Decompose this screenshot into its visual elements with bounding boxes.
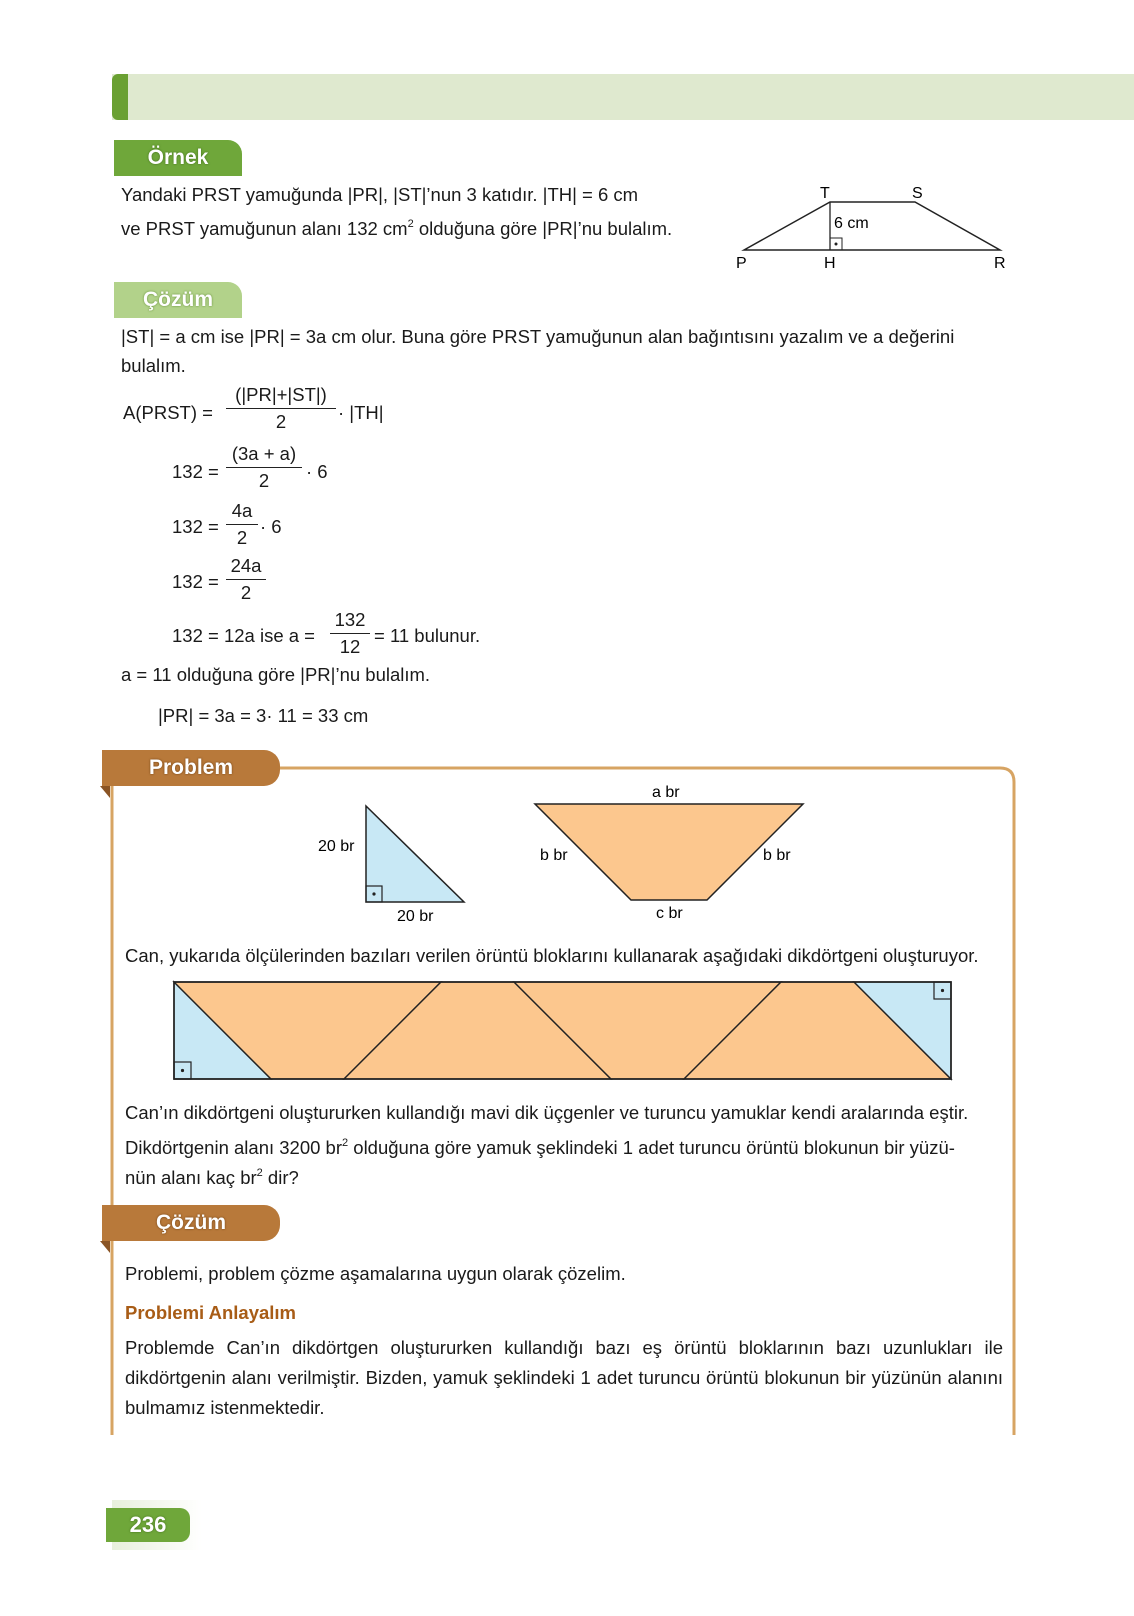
example-tag: Örnek [114, 140, 242, 176]
eq4-fraction: $\frac{24a}{2}$ [226, 555, 266, 604]
eq4-lhs: 132 = [172, 571, 219, 592]
problem-blocks-figure [300, 778, 840, 928]
page-number: 236 [106, 1508, 190, 1542]
label-s: S [912, 185, 923, 202]
example-text-line1: Yandaki PRST yamuğunda |PR|, |ST|’nun 3 katıdır. |TH| = 6 cm [121, 184, 639, 205]
eq5-lhs: 132 = 12a ise a = [172, 625, 315, 646]
eq1-rhs: · |TH| [338, 402, 384, 423]
trap-left-label: b br [540, 847, 568, 864]
eq5-fraction: $\frac{132}{12}$ [330, 609, 370, 658]
eq1-fraction: $\frac{(|PR|+|ST|)}{2}$ [226, 384, 336, 433]
trap-top-label: a br [652, 784, 680, 801]
problem-intro: Can, yukarıda ölçülerinden bazıları verilen örüntü bloklarını kullanarak aşağıdaki dikdörtgeni oluşturuyor. [125, 945, 979, 966]
solution1-line-a: a = 11 olduğuna göre |PR|’nu bulalım. [121, 664, 431, 685]
solution1-line1: |ST| = a cm ise |PR| = 3a cm olur. Buna göre PRST yamuğunun alan bağıntısını yazalım ve a değerini [121, 326, 955, 347]
solution1-tag: Çözüm [114, 282, 242, 318]
eq3-rhs: · 6 [260, 516, 282, 537]
label-h: H [824, 255, 836, 272]
trapezoid-prst [744, 202, 1000, 250]
problem-tag: Problem [102, 750, 280, 786]
composed-rectangle-figure [170, 978, 960, 1084]
solution2-tag-fold [100, 1241, 110, 1253]
solution1-line2: bulalım. [121, 355, 186, 376]
solution1-result: |PR| = 3a = 3· 11 = 33 cm [158, 705, 369, 726]
example-trapezoid-figure [730, 180, 1030, 275]
eq3-fraction: $\frac{4a}{2}$ [226, 500, 258, 549]
header-accent [112, 74, 128, 120]
eq2-lhs: 132 = [172, 461, 219, 482]
eq1-lhs: A(PRST) = [123, 402, 213, 423]
eq2-fraction: $\frac{(3a + a)}{2}$ [226, 443, 302, 492]
problem-question-line3: nün alanı kaç $br^2$ dir? [125, 1167, 299, 1188]
eq3-lhs: 132 = [172, 516, 219, 537]
trap-bottom-label: c br [656, 905, 683, 922]
solution2-line1: Problemi, problem çözme aşamalarına uygun olarak çözelim. [125, 1263, 626, 1284]
solution2-tag: Çözüm [102, 1205, 280, 1241]
trap-right-label: b br [763, 847, 791, 864]
blue-triangle-block [366, 806, 464, 902]
eq2-rhs: · 6 [306, 461, 328, 482]
label-p: P [736, 255, 747, 272]
label-height: 6 cm [834, 215, 869, 232]
example-text-line2: ve PRST yamuğunun alanı 132 $cm^2$ olduğuna göre |PR|’nu bulalım. [121, 218, 673, 239]
label-r: R [994, 255, 1006, 272]
tri-left-label: 20 br [318, 838, 355, 855]
header-band [112, 74, 1134, 120]
problem-question-line2: Dikdörtgenin alanı 3200 $br^2$ olduğuna göre yamuk şeklindeki 1 adet turuncu örüntü blokunun bir yüzü- [125, 1137, 955, 1158]
tri-bottom-label: 20 br [397, 908, 434, 925]
eq5-rhs: = 11 bulunur. [374, 625, 481, 646]
label-t: T [820, 185, 830, 202]
solution2-subhead: Problemi Anlayalım [125, 1302, 297, 1323]
solution2-paragraph: Problemde Can’ın dikdörtgen oluştururken kullandığı bazı eş örüntü bloklarının bazı uzunlukları ile dikdörtgenin alanı verilmiştir. Bizden, yamuk şeklindeki 1 adet turuncu örüntü blokunun bir yüzünün alanını bulmamız istenmektedir. [125, 1337, 1003, 1418]
problem-question-line1: Can’ın dikdörtgeni oluştururken kullandığı mavi dik üçgenler ve turuncu yamuklar kendi aralarında eştir. [125, 1102, 969, 1123]
problem-tag-fold [100, 786, 110, 798]
